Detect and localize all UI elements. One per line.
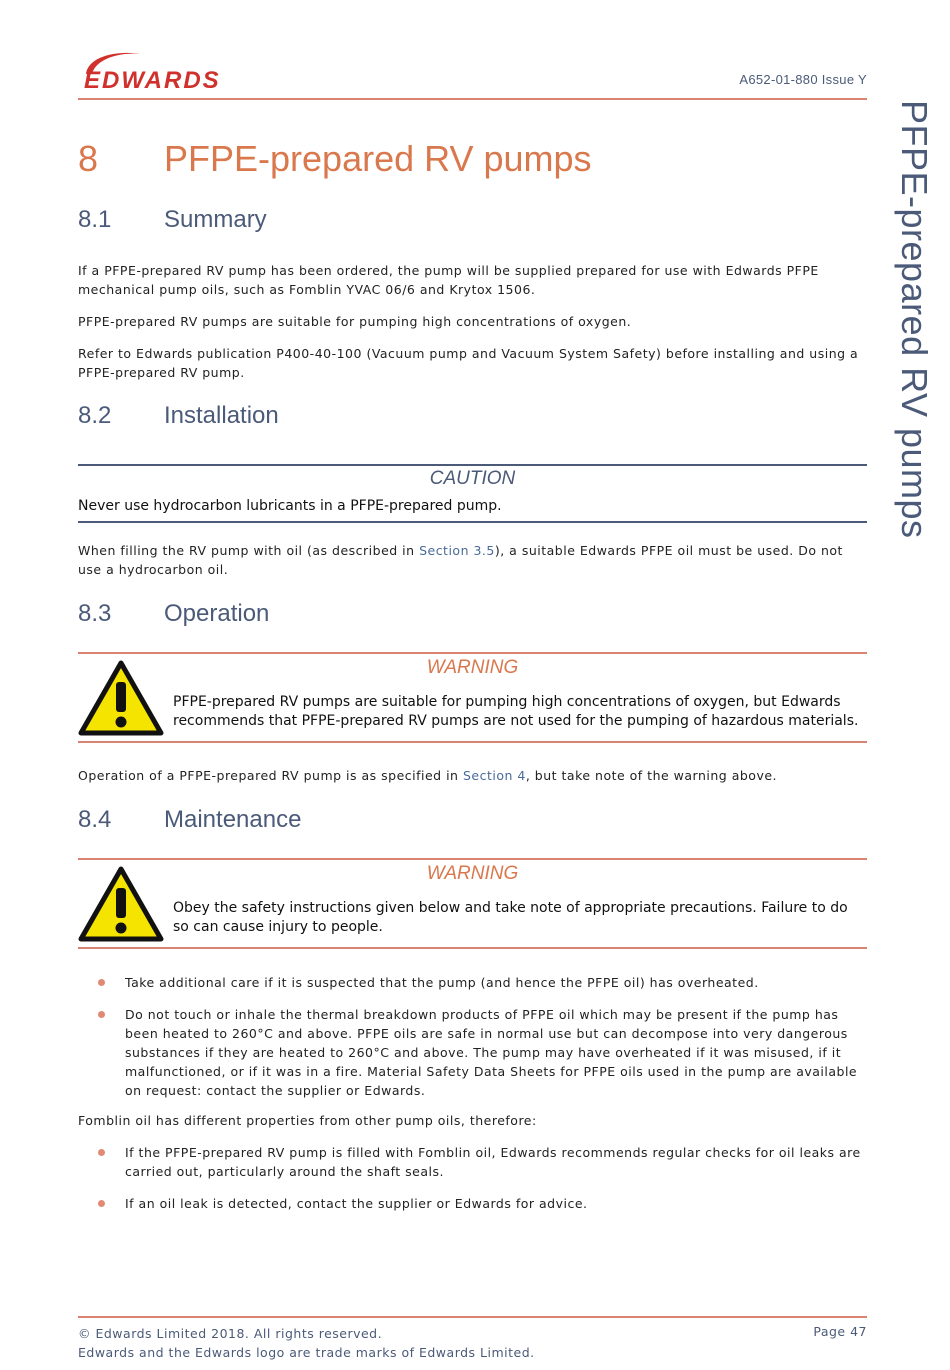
caution-text: Never use hydrocarbon lubricants in a PFPE-prepared pump. — [78, 498, 502, 514]
bullet-icon — [98, 979, 105, 986]
operation-paragraph: Operation of a PFPE-prepared RV pump is as specified in Section 4, but take note of the warning above. — [78, 768, 778, 783]
section-title: PFPE-prepared RV pumps — [164, 138, 592, 179]
caution-bottom-rule — [78, 521, 867, 523]
bullet-icon — [98, 1011, 105, 1018]
subsection-heading-operation — [78, 600, 269, 628]
warning-bottom-rule — [78, 741, 867, 743]
edwards-logo — [78, 48, 298, 94]
summary-paragraph-1: If a PFPE-prepared RV pump has been ordered, the pump will be supplied prepared for use with Edwards PFPE mechanical pump oils, such as Fomblin YVAC 06/6 and Krytox 1506. — [78, 263, 819, 297]
subsection-title: Summary — [164, 206, 267, 233]
subsection-heading-summary — [78, 206, 267, 234]
subsection-heading-maintenance — [78, 806, 301, 834]
subsection-number: 8.2 — [78, 402, 112, 429]
installation-paragraph: When filling the RV pump with oil (as described in Section 3.5), a suitable Edwards PFPE oil must be used. Do not use a hydrocarbon oil. — [78, 543, 843, 577]
bullet-icon — [98, 1200, 105, 1207]
warning-triangle-icon — [78, 866, 164, 942]
subsection-title: Installation — [164, 402, 279, 429]
warning-title: WARNING — [426, 863, 519, 884]
caution-title: CAUTION — [429, 468, 516, 489]
header-rule — [78, 98, 867, 100]
footer-rule — [78, 1316, 867, 1318]
warning-text: Obey the safety instructions given below and take note of appropriate precautions. Failure to do so can cause injury to people. — [173, 900, 848, 935]
maintenance-paragraph: Fomblin oil has different properties from other pump oils, therefore: — [78, 1113, 537, 1128]
caution-top-rule — [78, 464, 867, 466]
summary-paragraph-2: PFPE-prepared RV pumps are suitable for pumping high concentrations of oxygen. — [78, 314, 632, 329]
logo-text: EDWARDS — [84, 67, 221, 94]
section-3-5-link[interactable]: Section 3.5 — [419, 543, 495, 558]
side-tab-title: PFPE-prepared RV pumps — [894, 100, 935, 539]
warning-top-rule — [78, 652, 867, 654]
section-number: 8 — [78, 138, 99, 179]
subsection-title: Maintenance — [164, 806, 302, 833]
section-4-link[interactable]: Section 4 — [462, 768, 526, 783]
section-heading — [78, 138, 592, 180]
page-number: Page 47 — [813, 1324, 867, 1339]
subsection-number: 8.3 — [78, 600, 112, 627]
warning-title: WARNING — [426, 657, 519, 678]
footer-text — [78, 1324, 535, 1362]
summary-paragraph-3: Refer to Edwards publication P400-40-100 (Vacuum pump and Vacuum System Safety) before installing and using a PFPE-prepared RV pump. — [78, 346, 859, 380]
document-reference: A652-01-880 Issue Y — [739, 72, 867, 87]
trademark-text: Edwards and the Edwards logo are trade marks of Edwards Limited. — [78, 1345, 535, 1360]
copyright-text: © Edwards Limited 2018. All rights reserved. — [78, 1326, 383, 1341]
subsection-number: 8.1 — [78, 206, 112, 233]
subsection-title: Operation — [164, 600, 270, 627]
subsection-heading-installation — [78, 402, 279, 430]
warning-triangle-icon — [78, 660, 164, 736]
warning-text: PFPE-prepared RV pumps are suitable for pumping high concentrations of oxygen, but Edwards recommends that PFPE-prepared RV pumps are not used for the pumping of hazardous materials. — [173, 694, 859, 729]
warning-bottom-rule — [78, 947, 867, 949]
bullet-icon — [98, 1149, 105, 1156]
subsection-number: 8.4 — [78, 806, 112, 833]
warning-top-rule — [78, 858, 867, 860]
